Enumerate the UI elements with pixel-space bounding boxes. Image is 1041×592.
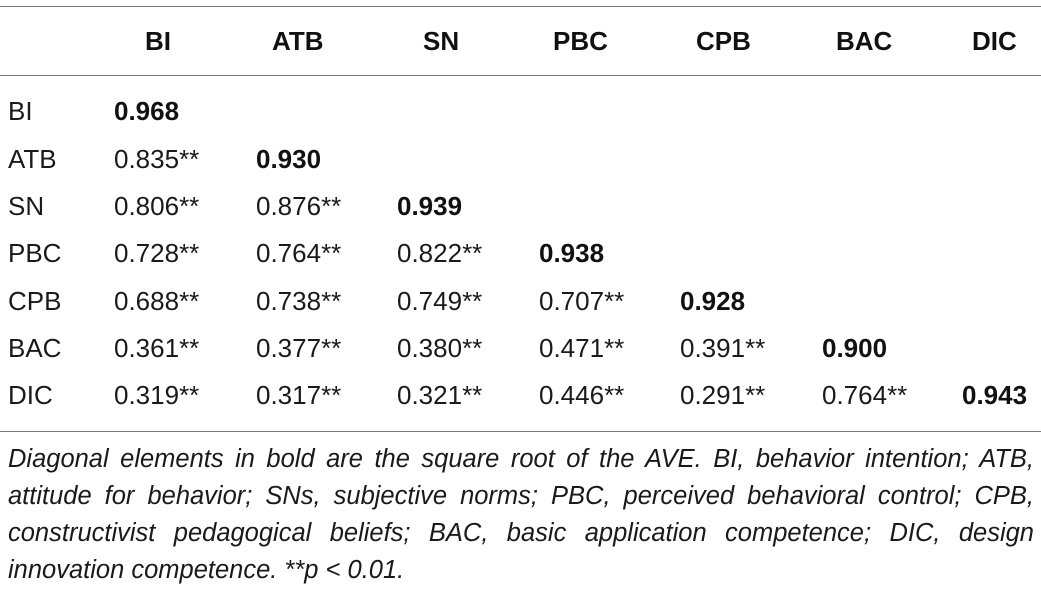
table-cell-diagonal: 0.968: [114, 96, 180, 126]
table-cell: 0.317**: [256, 380, 342, 410]
table-cell: 0.822**: [397, 238, 483, 268]
table-header-rule: [0, 75, 1041, 76]
table-bottom-rule: [0, 431, 1041, 432]
row-label: DIC: [8, 380, 53, 410]
row-label: ATB: [8, 144, 57, 174]
table-cell: 0.471**: [539, 333, 625, 363]
table-cell: 0.806**: [114, 191, 200, 221]
table-cell-diagonal: 0.930: [256, 144, 322, 174]
column-header-pbc: PBC: [553, 26, 608, 56]
table-cell: 0.391**: [680, 333, 766, 363]
table-row-dic: [0, 372, 1041, 419]
table-top-rule: [0, 6, 1041, 7]
table-cell: 0.319**: [114, 380, 200, 410]
row-label: BAC: [8, 333, 62, 363]
table-cell: 0.380**: [397, 333, 483, 363]
column-header-bi: BI: [145, 26, 171, 56]
table-row-bac: [0, 325, 1041, 372]
row-label: CPB: [8, 286, 62, 316]
table-cell: 0.446**: [539, 380, 625, 410]
table-cell: 0.738**: [256, 286, 342, 316]
table-cell: 0.835**: [114, 144, 200, 174]
table-cell: 0.688**: [114, 286, 200, 316]
table-cell: 0.321**: [397, 380, 483, 410]
table-cell: 0.876**: [256, 191, 342, 221]
table-cell: 0.749**: [397, 286, 483, 316]
table-cell: 0.377**: [256, 333, 342, 363]
table-cell: 0.291**: [680, 380, 766, 410]
table-cell-diagonal: 0.938: [539, 238, 605, 268]
column-header-bac: BAC: [836, 26, 893, 56]
column-header-atb: ATB: [272, 26, 324, 56]
table-row-atb: [0, 136, 1041, 183]
table-cell: 0.728**: [114, 238, 200, 268]
table-cell-diagonal: 0.939: [397, 191, 463, 221]
table-cell: 0.707**: [539, 286, 625, 316]
column-header-dic: DIC: [972, 26, 1017, 56]
table-row-pbc: [0, 230, 1041, 277]
column-header-sn: SN: [423, 26, 460, 56]
table-cell-diagonal: 0.928: [680, 286, 746, 316]
table-header-row: [0, 18, 1041, 65]
table-cell-diagonal: 0.900: [822, 333, 888, 363]
table-footnote: Diagonal elements in bold are the square root of the AVE. BI, behavior intention; ATB, attitude for behavior; SNs, subjective norms; PBC, perceived behavioral control; CPB, constructivist pedagogical beliefs; BAC, basic application competence; DIC, design innovation competence. **p < 0.01.: [8, 445, 1034, 584]
table-row-cpb: [0, 278, 1041, 325]
table-cell: 0.764**: [256, 238, 342, 268]
row-label: PBC: [8, 238, 62, 268]
table-row-bi: [0, 88, 1041, 135]
table-cell: 0.764**: [822, 380, 908, 410]
table-row-sn: [0, 183, 1041, 230]
table-cell: 0.361**: [114, 333, 200, 363]
row-label: SN: [8, 191, 45, 221]
row-label: BI: [8, 96, 33, 126]
column-header-cpb: CPB: [696, 26, 751, 56]
table-cell-diagonal: 0.943: [962, 380, 1028, 410]
